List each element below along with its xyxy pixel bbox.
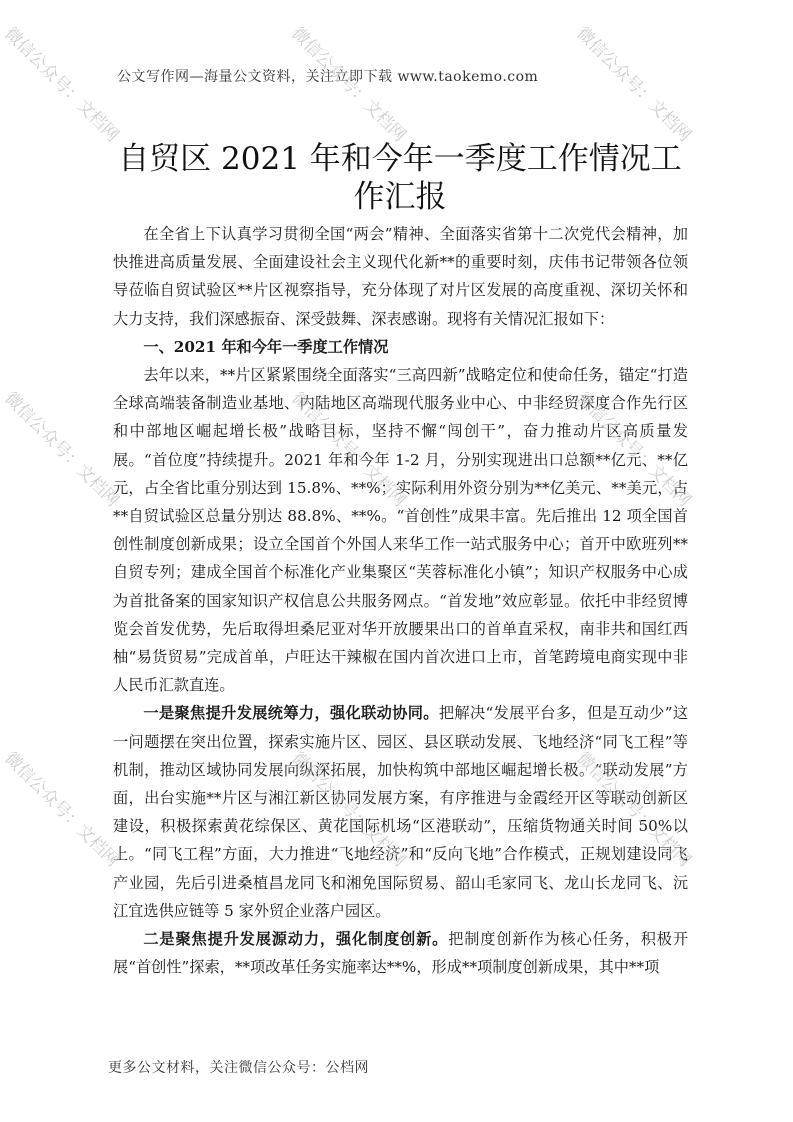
point-2-text: 把制度创新作为核心任务，积极开展“首创性”探索，**项改革任务实施率达**%，形成**项制度创新成果，其中**项 <box>113 930 689 977</box>
page-footer: 更多公文材料，关注微信公众号：公档网 <box>108 1060 369 1076</box>
watermark: 微信公众号：文档网 <box>287 748 410 871</box>
watermark: 微信公众号：文档网 <box>572 388 695 511</box>
page-header: 公文写作网—海量公文资料，关注立即下载 www.taokemo.com <box>117 69 539 85</box>
watermark: 微信公众号：文档网 <box>0 388 123 511</box>
watermark: 微信公众号：文档网 <box>572 23 695 146</box>
watermark: 微信公众号：文档网 <box>0 748 123 871</box>
watermark: 微信公众号：文档网 <box>287 23 410 146</box>
point-1-lead: 一是聚焦提升发展统筹力，强化联动协同。 <box>143 704 439 723</box>
watermark: 微信公众号：文档网 <box>572 748 695 871</box>
document-body <box>113 220 688 981</box>
point-2-lead: 二是聚焦提升发展源动力，强化制度创新。 <box>143 930 449 949</box>
intro-paragraph: 在全省上下认真学习贯彻全国“两会”精神、全面落实省第十二次党代会精神，加快推进高质量发展、全面建设社会主义现代化新**的重要时刻，庆伟书记带领各位领导莅临自贸试验区**片区视察指导，充分体现了对片区发展的高度重视、深切关怀和大力支持，我们深感振奋、深受鼓舞、深表感谢。现将有关情况汇报如下： <box>113 225 688 328</box>
watermark: 微信公众号：文档网 <box>287 388 410 511</box>
watermark: 微信公众号：文档网 <box>0 23 123 146</box>
point-1-text: 把解决“发展平台多，但是互动少”这一问题摆在突出位置，探索实施片区、园区、县区联动发展、飞地经济“同飞工程”等机制，推动区域协同发展向纵深拓展，加快构筑中部地区崛起增长极。“联动发展”方面，出台实施**片区与湘江新区协同发展方案，有序推进与金霞经开区等联动创新区建设，积极探索黄花综保区、黄花国际机场“区港联动”，压缩货物通关时间 50%以上。“同飞工程”方面，大力推进“飞地经济”和“反向飞地”合作模式，正规划建设同飞产业园，先后引进桑植昌龙同飞和湘免国际贸易、韶山毛家同飞、龙山长龙同飞、沅江宜选供应链等 5 家外贸企业落户园区。 <box>113 704 689 920</box>
paragraph-overview: 去年以来，**片区紧紧围绕全面落实“三高四新”战略定位和使命任务，锚定“打造全球高端装备制造业基地、内陆地区高端现代服务业中心、中非经贸深度合作先行区和中部地区崛起增长极”战略目标，坚持不懈“闯创干”，奋力推动片区高质量发展。“首位度”持续提升。2021 年和今年 1-2 月，分别实现进出口总额**亿元、**亿元，占全省比重分别达到 15.8%、**%；实际利用外资分别为**亿美元、**美元，占**自贸试验区总量分别达 88.8%、**%。“首创性”成果丰富。先后推出 12 项全国首创性制度创新成果；设立全国首个外国人来华工作一站式服务中心；首开中欧班列**自贸专列；建成全国首个标准化产业集聚区“芙蓉标准化小镇”；知识产权服务中心成为首批备案的国家知识产权信息公共服务网点。“首发地”效应彰显。依托中非经贸博览会首发优势，先后取得坦桑尼亚对华开放腰果出口的首单直采权，南非共和国红西柚“易货贸易”完成首单，卢旺达干辣椒在国内首次进口上市，首笔跨境电商实现中非人民币汇款直连。 <box>113 366 688 695</box>
section-heading: 一、2021 年和今年一季度工作情况 <box>143 337 389 356</box>
document-title: 自贸区 2021 年和今年一季度工作情况工作汇报 <box>118 141 682 215</box>
paragraph-point-2 <box>113 925 688 981</box>
paragraph-point-1 <box>113 699 688 925</box>
